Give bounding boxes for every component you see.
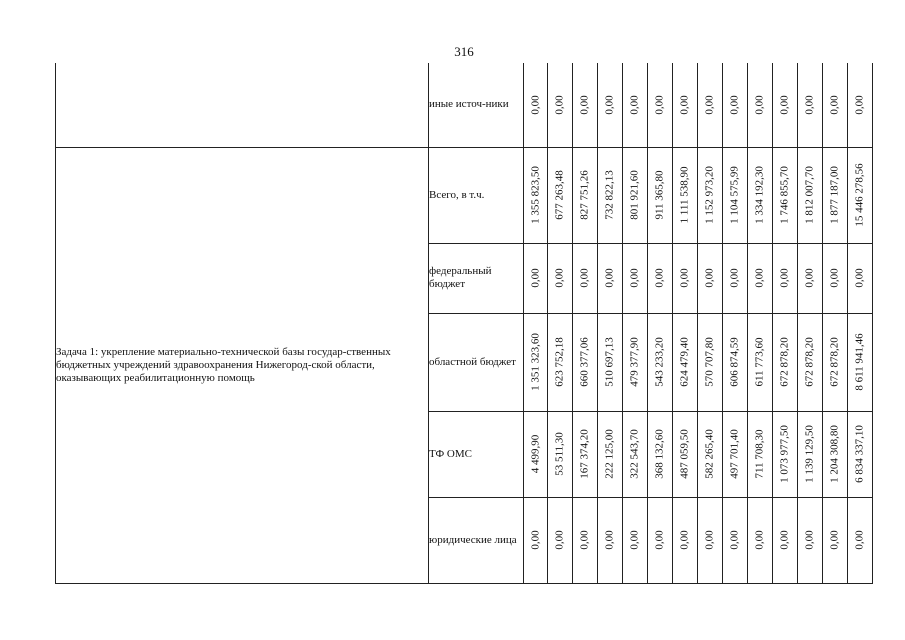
value-text: 0,00 [628,268,641,288]
value-cell [848,147,873,243]
value-cell [623,411,648,497]
value-cell [798,497,823,583]
value-text: 543 233,20 [653,337,666,387]
value-text: 487 059,50 [678,429,691,479]
value-cell [698,497,723,583]
value-text: 1 073 977,50 [778,425,791,483]
value-cell [648,497,673,583]
value-cell [773,411,798,497]
value-cell [623,243,648,313]
source-cell: федеральный бюджет [429,243,524,313]
value-cell [748,497,773,583]
value-cell [548,313,573,411]
value-text: 672 878,20 [778,337,791,387]
task-cell: Задача 1: укрепление материально-технической базы государ-ственных бюджетных учреждений здравоохранения Нижегород-ской области, оказывающих реабилитационную помощь [56,147,429,583]
value-cell [573,63,598,147]
value-cell [698,313,723,411]
value-cell [798,411,823,497]
value-cell [723,243,748,313]
value-text: 0,00 [628,95,641,115]
value-cell [524,497,548,583]
value-cell [623,313,648,411]
value-cell [598,411,623,497]
value-cell [848,243,873,313]
value-text: 582 265,40 [703,429,716,479]
value-text: 0,00 [828,530,841,550]
value-cell [823,243,848,313]
value-cell [524,63,548,147]
value-cell [648,411,673,497]
value-cell [798,243,823,313]
value-cell [773,497,798,583]
value-text: 0,00 [553,95,566,115]
value-text: 1 334 192,30 [753,166,766,224]
value-cell [573,313,598,411]
value-text: 0,00 [603,268,616,288]
value-cell [823,411,848,497]
value-text: 368 132,60 [653,429,666,479]
source-cell: иные источ-ники [429,63,524,147]
value-cell [623,497,648,583]
value-text: 624 479,40 [678,337,691,387]
value-cell [573,243,598,313]
value-cell [723,147,748,243]
value-text: 623 752,18 [553,337,566,387]
value-text: 53 511,30 [553,432,566,476]
value-text: 8 611 941,46 [853,333,866,391]
page-number: 316 [454,44,474,59]
value-cell [848,63,873,147]
value-text: 1 877 187,00 [828,166,841,224]
value-text: 1 204 308,80 [828,425,841,483]
value-text: 0,00 [529,268,541,288]
value-text: 672 878,20 [803,337,816,387]
value-cell [748,147,773,243]
value-cell [823,497,848,583]
value-text: 0,00 [828,95,841,115]
value-text: 6 834 337,10 [853,425,866,483]
value-text: 0,00 [603,95,616,115]
value-cell [798,147,823,243]
value-cell [748,411,773,497]
value-cell [648,243,673,313]
value-cell [698,147,723,243]
value-text: 0,00 [778,530,791,550]
value-text: 0,00 [578,268,591,288]
value-cell [623,63,648,147]
table-row [56,147,873,243]
value-text: 0,00 [678,268,691,288]
value-cell [848,313,873,411]
value-cell [798,63,823,147]
source-cell: областной бюджет [429,313,524,411]
source-cell: юридические лица [429,497,524,583]
value-cell [598,497,623,583]
value-cell [698,411,723,497]
value-text: 0,00 [628,530,641,550]
value-text: 0,00 [753,95,766,115]
value-cell [648,63,673,147]
value-text: 1 111 538,90 [678,166,691,224]
value-cell [798,313,823,411]
value-text: 0,00 [728,268,741,288]
value-cell [773,147,798,243]
value-cell [598,63,623,147]
budget-table [55,63,873,584]
value-cell [524,243,548,313]
value-cell [773,63,798,147]
value-cell [698,243,723,313]
value-cell [648,313,673,411]
value-text: 15 446 278,56 [853,163,866,227]
task-cell-empty [56,63,429,147]
value-text: 1 746 855,70 [778,166,791,224]
source-cell: Всего, в т.ч. [429,147,524,243]
value-cell [598,313,623,411]
value-text: 660 377,06 [578,337,591,387]
value-cell [573,497,598,583]
value-text: 0,00 [653,95,666,115]
value-cell [548,63,573,147]
value-cell [748,63,773,147]
value-text: 0,00 [553,268,566,288]
value-cell [698,63,723,147]
value-cell [673,147,698,243]
source-cell: ТФ ОМС [429,411,524,497]
value-text: 1 152 973,20 [703,166,716,224]
value-cell [548,497,573,583]
value-text: 479 377,90 [628,337,641,387]
value-cell [823,147,848,243]
value-text: 0,00 [853,268,866,288]
value-cell [748,313,773,411]
value-text: 510 697,13 [603,337,616,387]
value-text: 4 499,90 [529,434,541,474]
table-row [56,63,873,147]
value-cell [623,147,648,243]
value-text: 167 374,20 [578,429,591,479]
value-cell [723,63,748,147]
value-text: 0,00 [853,95,866,115]
value-cell [524,411,548,497]
value-text: 0,00 [653,268,666,288]
value-text: 1 812 007,70 [803,166,816,224]
value-text: 0,00 [753,268,766,288]
value-cell [673,63,698,147]
value-text: 0,00 [678,95,691,115]
value-cell [548,411,573,497]
value-cell [848,497,873,583]
value-text: 0,00 [529,530,541,550]
value-cell [573,147,598,243]
value-text: 0,00 [603,530,616,550]
value-cell [823,63,848,147]
value-text: 0,00 [753,530,766,550]
value-text: 1 355 823,50 [529,166,541,224]
value-text: 570 707,80 [703,337,716,387]
value-text: 0,00 [728,530,741,550]
value-text: 0,00 [529,95,541,115]
value-cell [723,313,748,411]
value-text: 606 874,59 [728,337,741,387]
value-cell [524,313,548,411]
value-cell [673,497,698,583]
value-cell [598,147,623,243]
value-text: 0,00 [803,268,816,288]
value-cell [598,243,623,313]
value-text: 0,00 [728,95,741,115]
value-text: 0,00 [703,95,716,115]
value-text: 0,00 [578,95,591,115]
value-text: 0,00 [828,268,841,288]
value-text: 827 751,26 [578,170,591,220]
value-text: 0,00 [803,95,816,115]
value-text: 322 543,70 [628,429,641,479]
value-text: 0,00 [778,268,791,288]
value-text: 497 701,40 [728,429,741,479]
value-text: 1 104 575,99 [728,166,741,224]
value-text: 677 263,48 [553,170,566,220]
value-text: 732 822,13 [603,170,616,220]
value-cell [548,243,573,313]
value-cell [723,411,748,497]
value-text: 0,00 [703,268,716,288]
value-text: 672 878,20 [828,337,841,387]
value-text: 0,00 [553,530,566,550]
value-text: 711 708,30 [753,429,766,479]
value-text: 0,00 [678,530,691,550]
value-cell [548,147,573,243]
value-text: 0,00 [653,530,666,550]
value-text: 911 365,80 [653,170,666,220]
value-text: 0,00 [853,530,866,550]
value-cell [673,243,698,313]
value-text: 222 125,00 [603,429,616,479]
value-text: 0,00 [578,530,591,550]
value-cell [773,313,798,411]
value-cell [748,243,773,313]
table-body [56,63,873,583]
value-text: 801 921,60 [628,170,641,220]
value-cell [823,313,848,411]
value-cell [673,313,698,411]
value-cell [773,243,798,313]
value-cell [524,147,548,243]
value-cell [848,411,873,497]
value-cell [573,411,598,497]
value-cell [648,147,673,243]
value-cell [723,497,748,583]
value-text: 1 139 129,50 [803,425,816,483]
value-text: 0,00 [778,95,791,115]
value-text: 611 773,60 [753,337,766,387]
value-text: 0,00 [803,530,816,550]
value-cell [673,411,698,497]
value-text: 0,00 [703,530,716,550]
value-text: 1 351 323,60 [529,333,541,391]
